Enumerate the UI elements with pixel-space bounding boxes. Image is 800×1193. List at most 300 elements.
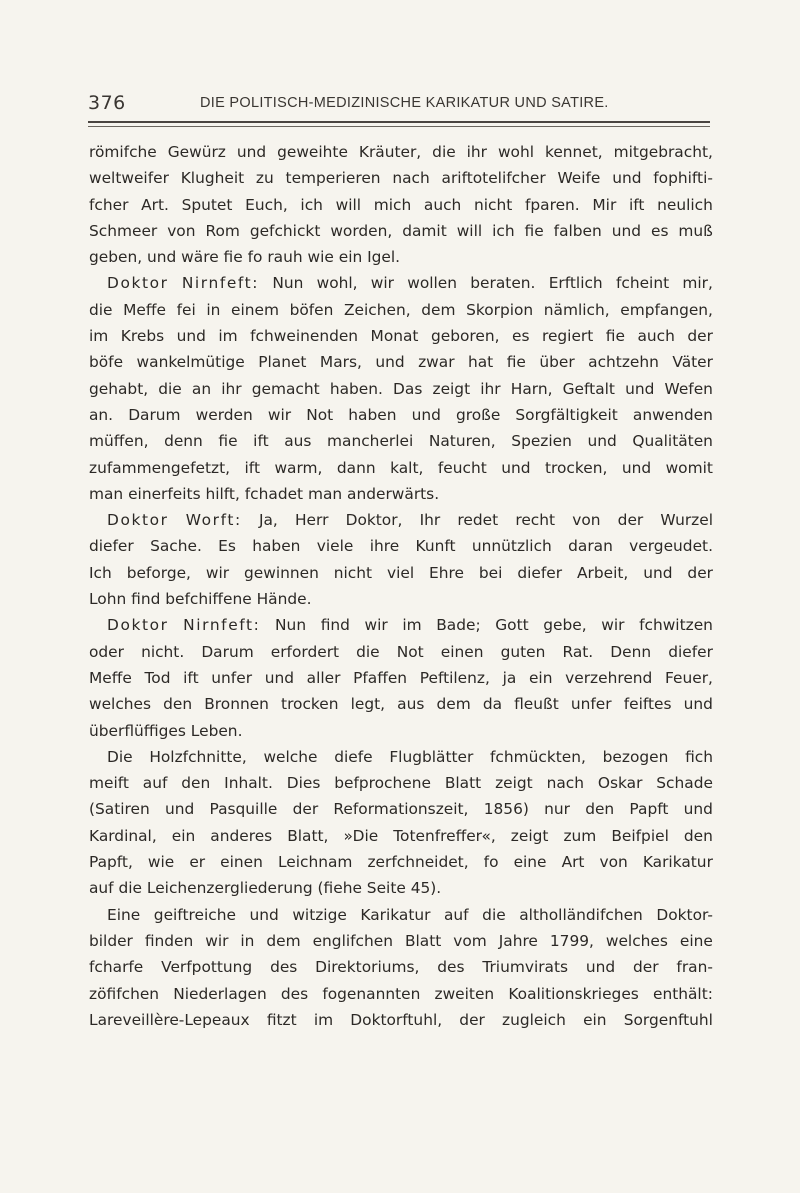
word: und [587, 432, 617, 451]
word: Beifpiel [611, 826, 669, 845]
word: ihr [221, 379, 242, 398]
text-line [89, 218, 713, 244]
word: fophifti- [653, 169, 713, 188]
word: Gott [495, 616, 529, 635]
word: Sorgenftuhl [623, 1010, 713, 1029]
word: der [687, 563, 713, 582]
word: Inhalt. [224, 774, 273, 793]
word: neulich [657, 195, 713, 214]
word: die [482, 905, 506, 924]
word: ja [502, 668, 517, 687]
text-line [89, 902, 713, 928]
word: witzige [292, 905, 347, 924]
word: befprochene [334, 774, 431, 793]
word: wir [267, 405, 292, 424]
word: wie [147, 853, 175, 872]
word: mitgebracht, [613, 143, 713, 161]
word: Jahre [498, 931, 538, 950]
word: feiftes [623, 695, 672, 714]
page-number: 376 [88, 92, 126, 114]
word: auf [142, 774, 168, 793]
text-line [89, 533, 713, 559]
word: Blatt [404, 931, 442, 950]
text-line [89, 402, 713, 428]
text-line [89, 875, 713, 901]
word: bei [478, 563, 503, 582]
word: und [164, 800, 195, 819]
word: Schmeer [89, 221, 158, 240]
word: Eine [107, 905, 141, 924]
word: Lareveillère-Lepeaux [89, 1010, 250, 1029]
word: zufammengefetzt, [89, 458, 231, 477]
word: Holzfchnitte, [149, 747, 247, 766]
word: Reformationszeit, [333, 800, 469, 819]
word: fchwitzen [639, 616, 713, 635]
word: Wurzel [660, 511, 713, 530]
word: nur [544, 800, 570, 819]
word: und [501, 458, 531, 477]
speaker-word: Doktor [107, 616, 169, 635]
word: falben [553, 221, 602, 240]
word: womit [665, 458, 713, 477]
text-line [89, 823, 713, 849]
word: und [683, 800, 713, 819]
word: fcheint [615, 274, 670, 293]
word: gewinnen [244, 563, 319, 582]
word: dem [266, 931, 301, 950]
header-rule-thin [88, 126, 710, 127]
word: bilder [89, 931, 133, 950]
word: ich [492, 221, 515, 240]
word: wohl, [316, 274, 358, 293]
word: will [456, 221, 483, 240]
word: Das [393, 379, 423, 398]
word: fo [483, 853, 499, 872]
word: redet [457, 511, 499, 530]
word: Kräuter, [358, 143, 422, 161]
word: Zeichen, [344, 300, 411, 319]
word: die [158, 379, 182, 398]
word: Meffe [89, 668, 132, 687]
text-line [89, 481, 713, 507]
word: haben. [329, 379, 383, 398]
word: Leichnam [277, 853, 353, 872]
word: Totenfreffer«, [393, 826, 496, 845]
word: und [643, 563, 673, 582]
word: mir, [682, 274, 713, 293]
word: böfe [89, 353, 124, 372]
speaker-word: Nirnfeft: [181, 274, 260, 293]
word: des [280, 984, 309, 1003]
text-line [89, 954, 713, 980]
word: den [163, 695, 193, 714]
word: warm, [274, 458, 323, 477]
word: Feuer, [665, 668, 713, 687]
word: 1856) [483, 800, 529, 819]
word: fogenannten [322, 984, 421, 1003]
text-line [89, 428, 713, 454]
word: feucht [437, 458, 487, 477]
word: diefer [517, 563, 563, 582]
word: aus [397, 695, 425, 714]
word: Pasquille [209, 800, 278, 819]
word: kalt, [390, 458, 424, 477]
text-line [89, 349, 713, 375]
word: und [236, 143, 267, 161]
line-text: Lohn find befchiffene Hände. [89, 590, 312, 609]
word: Sache. [150, 537, 202, 556]
word: beraten. [470, 274, 536, 293]
word: diefer [668, 642, 713, 661]
word: fie [218, 432, 238, 451]
word: empfangen, [620, 300, 713, 319]
word: damit [402, 221, 447, 240]
word: altholländifchen [519, 905, 643, 924]
word: böfen [289, 300, 334, 319]
word: der [459, 1010, 485, 1029]
word: in [206, 300, 221, 319]
word: des [270, 958, 298, 977]
word: Not [396, 642, 424, 661]
word: anderes [210, 826, 273, 845]
word: denn [164, 432, 203, 451]
word: trocken, [544, 458, 608, 477]
word: vom [453, 931, 487, 950]
word: Papft, [89, 853, 133, 872]
word: unnützlich [471, 537, 552, 556]
word: und [375, 353, 405, 372]
word: der [687, 327, 713, 346]
word: nach [392, 169, 430, 188]
word: im [218, 327, 238, 346]
word: die [432, 143, 456, 161]
header-rule-thick [88, 121, 710, 123]
word: müffen, [89, 432, 149, 451]
word: beforge, [126, 563, 191, 582]
word: viele [316, 537, 354, 556]
word: Ich [89, 563, 112, 582]
text-line [89, 770, 713, 796]
word: fei [176, 300, 196, 319]
word: enthält: [652, 984, 713, 1003]
word: viel [386, 563, 415, 582]
text-line [89, 139, 713, 165]
word: Darum [201, 642, 254, 661]
line-text: überflüffiges Leben. [89, 721, 243, 740]
word: kennet, [544, 143, 603, 161]
word: Ja, [258, 511, 278, 530]
word: werden [195, 405, 253, 424]
word: Bade; [436, 616, 481, 635]
word: nicht [333, 563, 373, 582]
word: nach [546, 774, 584, 793]
word: Rat. [562, 642, 594, 661]
word: ift [244, 458, 260, 477]
word: große [455, 405, 501, 424]
word: fparen. [524, 195, 580, 214]
word: und [249, 905, 279, 924]
word: Weife [557, 169, 601, 188]
text-line [89, 639, 713, 665]
word: wir [364, 616, 388, 635]
text-line [89, 323, 713, 349]
word: Blatt, [287, 826, 329, 845]
word: einem [230, 300, 279, 319]
text-line [89, 270, 713, 296]
word: fie [506, 353, 526, 372]
word: Sputet [181, 195, 233, 214]
word: über [539, 353, 575, 372]
word: finden [144, 931, 194, 950]
word: Gewürz [167, 143, 226, 161]
word: Koalitionskrieges [508, 984, 639, 1003]
word: trocken [281, 695, 339, 714]
word: zugleich [502, 1010, 566, 1029]
word: dem [436, 695, 471, 714]
word: Dies [286, 774, 321, 793]
word: und [611, 221, 642, 240]
word: Geftalt [562, 379, 615, 398]
text-line [89, 718, 713, 744]
word: dann [336, 458, 376, 477]
word: Planet [258, 353, 307, 372]
word: wir [205, 931, 229, 950]
word: zweiten [434, 984, 495, 1003]
word: (Satiren [89, 800, 150, 819]
word: im [89, 327, 109, 346]
word: ein [528, 668, 553, 687]
word: Blatt [444, 774, 482, 793]
word: welches [89, 695, 152, 714]
line-text: man einerfeits hilft, fchadet man anderwärts. [89, 484, 440, 503]
word: von [599, 853, 628, 872]
word: Pfaffen [353, 668, 408, 687]
word: im [313, 1010, 334, 1029]
word: und [612, 169, 642, 188]
word: den [683, 826, 713, 845]
text-line [89, 455, 713, 481]
word: der [617, 511, 644, 530]
word: meift [89, 774, 129, 793]
word: erfordert [270, 642, 340, 661]
word: Sorgfältigkeit [515, 405, 618, 424]
word: nicht. [141, 642, 185, 661]
word: von [572, 511, 601, 530]
word: Not [306, 405, 334, 424]
word: nicht [474, 195, 513, 214]
word: Mars, [319, 353, 362, 372]
text-line [89, 165, 713, 191]
word: Nun [272, 274, 304, 293]
word: einen [440, 642, 484, 661]
word: Harn, [510, 379, 553, 398]
word: anwenden [632, 405, 713, 424]
word: Direktoriums, [315, 958, 420, 977]
word: gefchickt [249, 221, 321, 240]
word: zum [563, 826, 597, 845]
word: mancherlei [327, 432, 414, 451]
word: der [633, 958, 659, 977]
word: Es [218, 537, 236, 556]
word: wir [205, 563, 230, 582]
text-line [89, 744, 713, 770]
word: guten [500, 642, 546, 661]
word: den [585, 800, 615, 819]
word: fchmückten, [490, 747, 586, 766]
word: zeigt [495, 774, 533, 793]
word: die [89, 300, 113, 319]
word: muß [678, 221, 713, 240]
text-line [89, 586, 713, 612]
word: Arbeit, [576, 563, 629, 582]
word: fcher [89, 195, 129, 214]
word: vergeudet. [629, 537, 713, 556]
word: hat [468, 353, 494, 372]
word: ift [183, 668, 199, 687]
text-line [89, 192, 713, 218]
text-line [89, 297, 713, 323]
word: geiftreiche [153, 905, 236, 924]
word: dem [421, 300, 456, 319]
word: welche [263, 747, 318, 766]
word: Schade [656, 774, 713, 793]
word: Naturen, [428, 432, 496, 451]
word: Spezien [511, 432, 572, 451]
speaker-word: Nirnfeft: [183, 616, 261, 635]
word: zeigt [510, 826, 549, 845]
word: und [683, 695, 713, 714]
word: Karikatur [360, 905, 431, 924]
word: an. [89, 405, 114, 424]
word: Denn [610, 642, 652, 661]
word: bezogen [602, 747, 669, 766]
word: Krebs [120, 327, 165, 346]
word: unfer [211, 668, 253, 687]
word: haben [348, 405, 397, 424]
word: temperieren [285, 169, 381, 188]
word: fie [605, 327, 625, 346]
word: Art. [141, 195, 169, 214]
word: ihr [466, 143, 487, 161]
word: wir [601, 616, 625, 635]
line-text: geben, und wäre fie fo rauh wie ein Igel. [89, 248, 401, 267]
word: des [437, 958, 465, 977]
word: verzehrend [565, 668, 653, 687]
word: Nun [275, 616, 307, 635]
text-line [89, 849, 713, 875]
word: Herr [294, 511, 329, 530]
word: aus [284, 432, 312, 451]
text-line [89, 612, 713, 638]
page-header [88, 92, 710, 122]
word: es [650, 221, 669, 240]
word: englifchen [312, 931, 393, 950]
word: Papft [629, 800, 669, 819]
word: legt, [350, 695, 386, 714]
word: der [292, 800, 319, 819]
word: fleußt [514, 695, 559, 714]
word: auch [423, 195, 462, 214]
word: er [189, 853, 206, 872]
word: worden, [330, 221, 393, 240]
word: Tod [144, 668, 171, 687]
word: Kunft [415, 537, 456, 556]
text-line [89, 981, 713, 1007]
word: Doktor- [656, 905, 713, 924]
body-text [89, 139, 713, 1033]
word: ich [300, 195, 323, 214]
text-line [89, 376, 713, 402]
word: Flugblätter [389, 747, 474, 766]
word: Meffe [123, 300, 166, 319]
word: im [402, 616, 422, 635]
word: ift [628, 195, 645, 214]
word: Rom [205, 221, 240, 240]
word: ihr [480, 379, 501, 398]
word: find [320, 616, 350, 635]
word: fchweinenden [250, 327, 359, 346]
word: Verfpottung [161, 958, 253, 977]
word: regiert [541, 327, 594, 346]
word: Doktorftuhl, [350, 1010, 443, 1029]
word: die [356, 642, 380, 661]
word: Euch, [245, 195, 288, 214]
word: Ehre [429, 563, 464, 582]
word: eine [679, 931, 713, 950]
word: fcharfe [89, 958, 144, 977]
word: Doktor, [345, 511, 403, 530]
word: Triumvirats [482, 958, 569, 977]
word: Kardinal, [89, 826, 157, 845]
word: daran [568, 537, 613, 556]
word: Väter [672, 353, 713, 372]
word: fich [685, 747, 713, 766]
word: Klugheit [180, 169, 245, 188]
word: Monat [370, 327, 419, 346]
word: diefer [89, 537, 134, 556]
word: mich [373, 195, 412, 214]
word: zöfifchen [89, 984, 160, 1003]
word: auf [444, 905, 469, 924]
word: 1799, [549, 931, 594, 950]
word: zerfchneidet, [367, 853, 469, 872]
word: Wefen [664, 379, 713, 398]
speaker-word: Doktor [107, 274, 169, 293]
word: fran- [676, 958, 713, 977]
word: von [167, 221, 196, 240]
word: auch [637, 327, 675, 346]
word: fie [524, 221, 544, 240]
word: in [240, 931, 255, 950]
word: weltweifer [89, 169, 169, 188]
word: Erftlich [548, 274, 603, 293]
word: welches [605, 931, 668, 950]
word: und [621, 458, 652, 477]
text-line [89, 928, 713, 954]
word: ein [583, 1010, 607, 1029]
word: Darum [128, 405, 181, 424]
word: und [176, 327, 206, 346]
line-text: auf die Leichenzergliederung (fiehe Seite 45). [89, 879, 442, 898]
word: und [411, 405, 441, 424]
word: einen [220, 853, 263, 872]
word: wohl [497, 143, 534, 161]
word: und [585, 958, 616, 977]
word: gemacht [251, 379, 320, 398]
word: Qualitäten [632, 432, 713, 451]
word: Art [561, 853, 585, 872]
word: Mir [592, 195, 617, 214]
